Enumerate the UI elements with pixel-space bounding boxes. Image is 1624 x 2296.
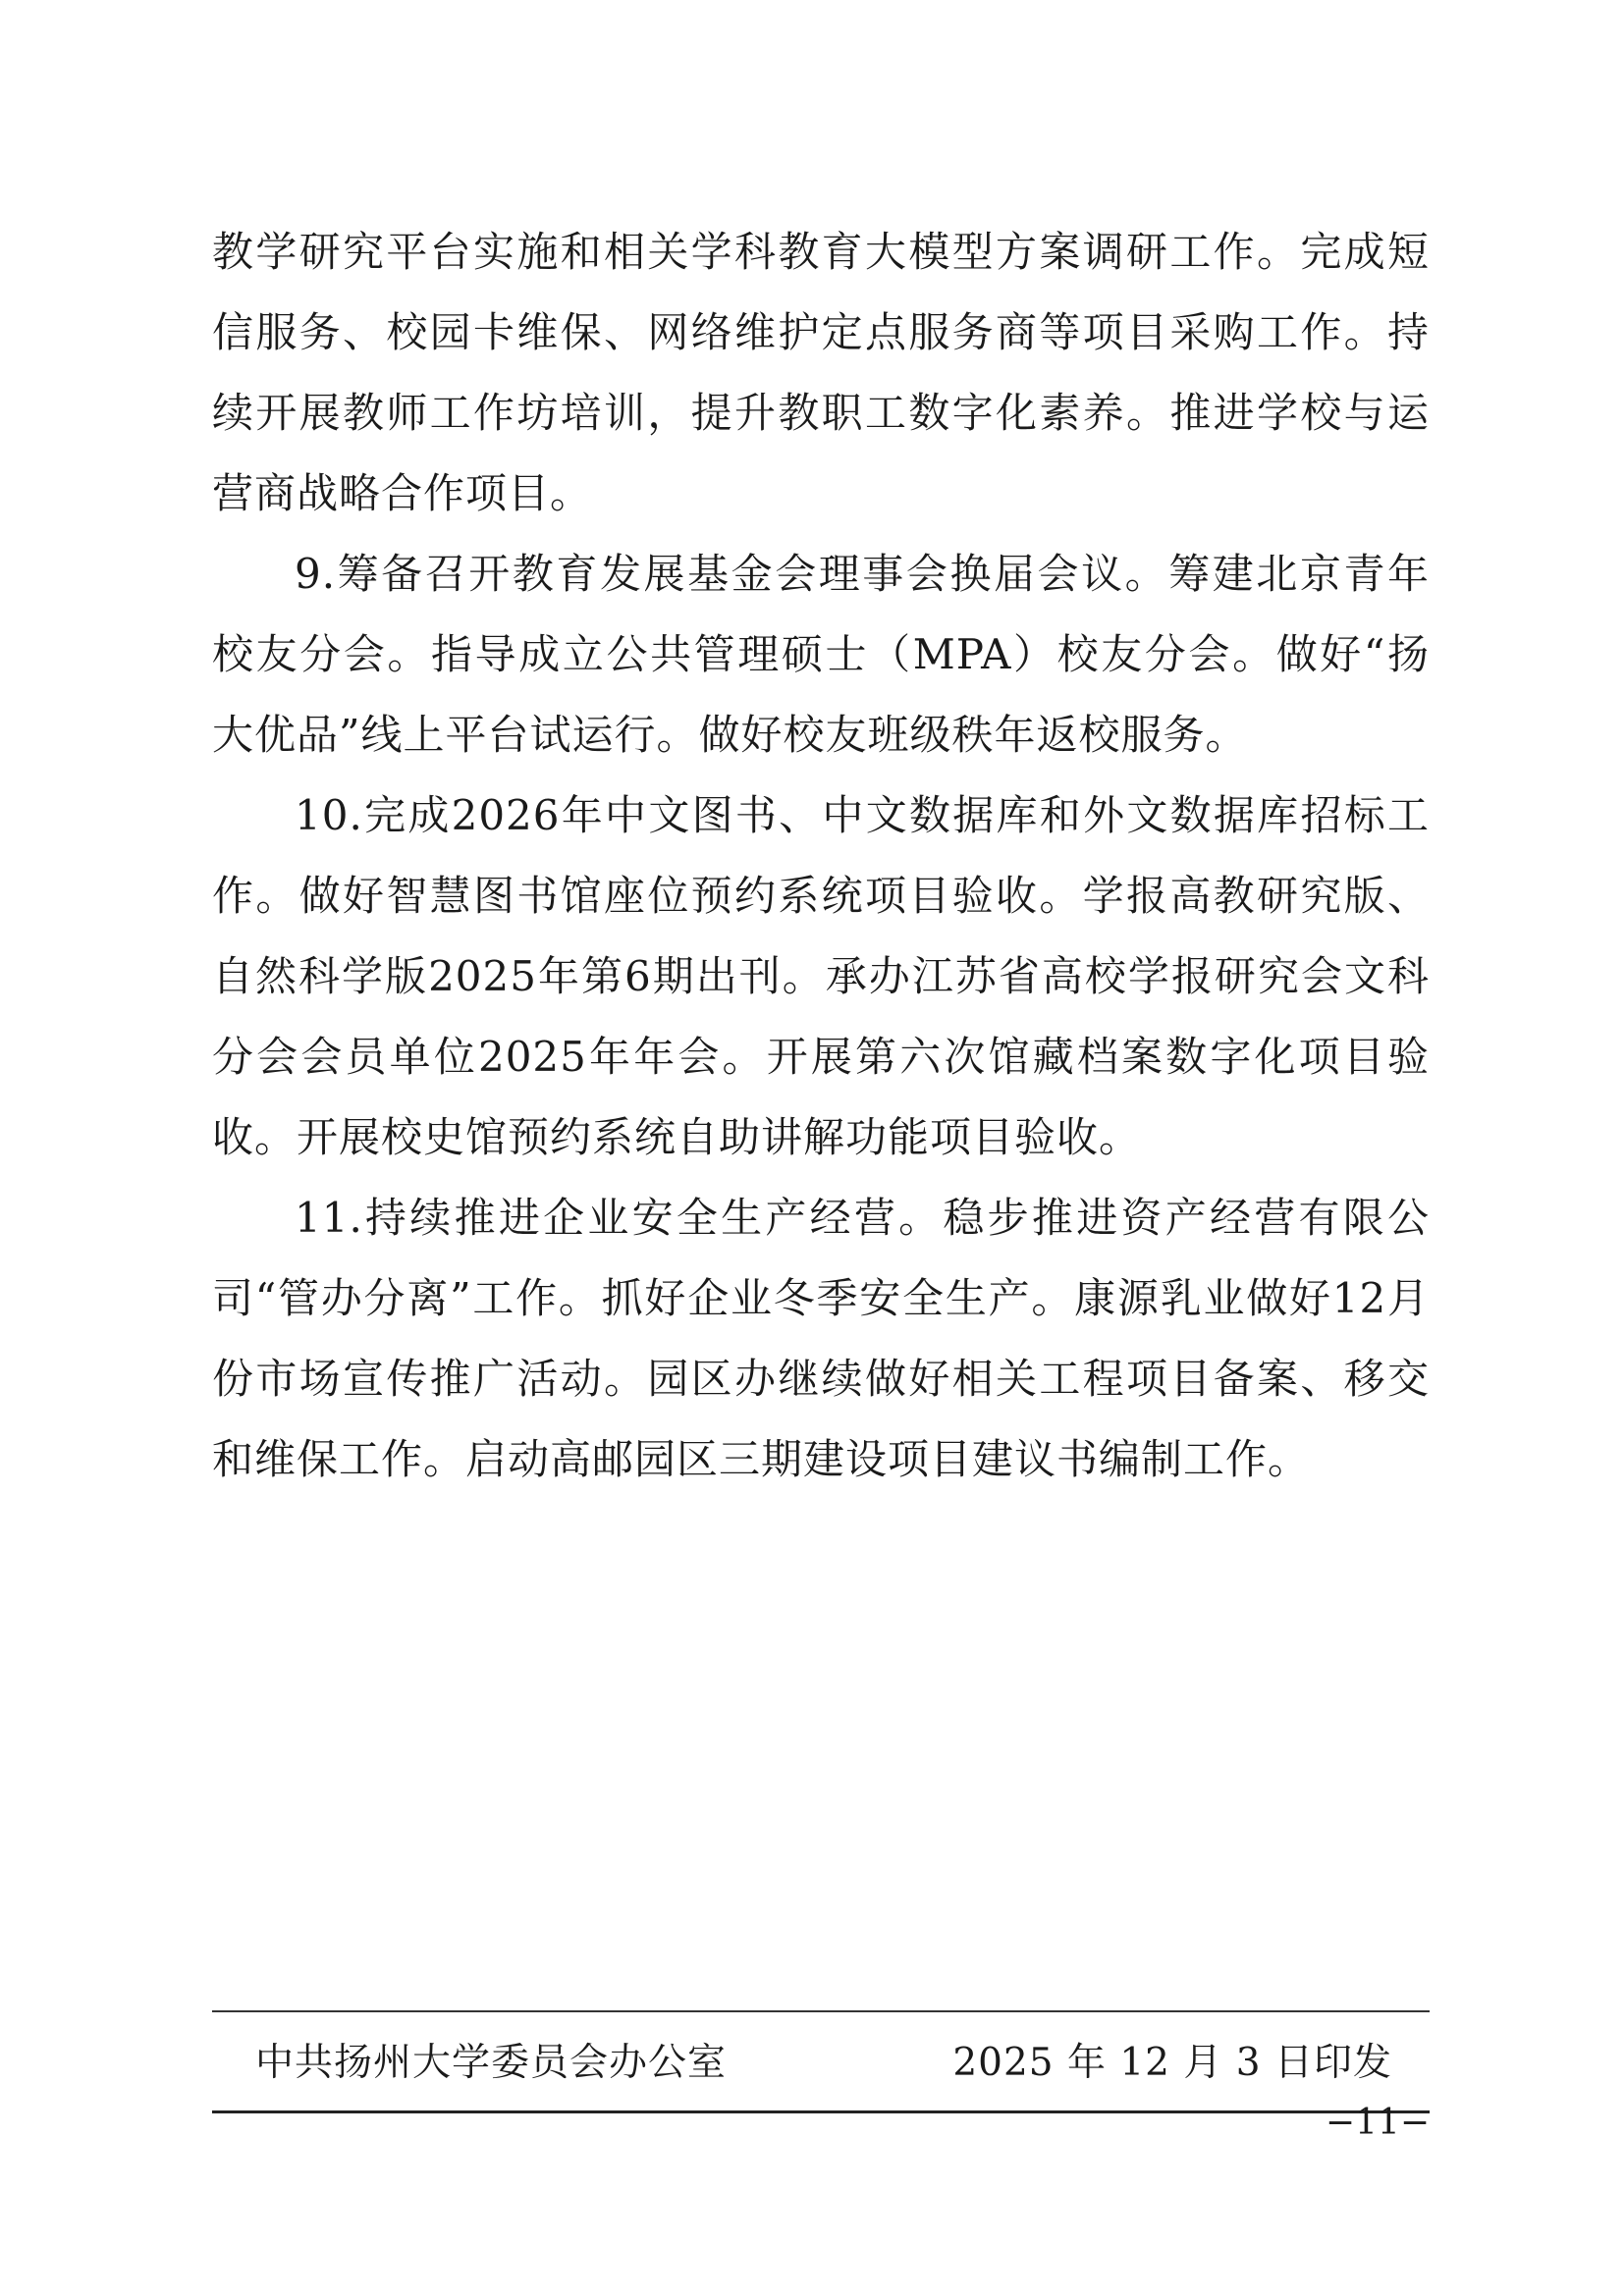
paragraph-item-10: 10.完成2026年中文图书、中文数据库和外文数据库招标工作。做好智慧图书馆座位预约系统项目验收。学报高教研究版、自然科学版2025年第6期出刊。承办江苏省高校学报研究会文科分会会员单位2025年年会。开展第六次馆藏档案数字化项目验收。开展校史馆预约系统自助讲解功能项目验收。 bbox=[212, 791, 1430, 1161]
issuer-name: 中共扬州大学委员会办公室 bbox=[255, 2041, 728, 2085]
footer-bottom-rule bbox=[212, 2110, 1430, 2113]
document-body bbox=[212, 212, 1430, 1500]
paragraph-item-11: 11.持续推进企业安全生产经营。稳步推进资产经营有限公司“管办分离”工作。抓好企业冬季安全生产。康源乳业做好12月份市场宣传推广活动。园区办继续做好相关工程项目备案、移交和维保工作。启动高邮园区三期建设项目建议书编制工作。 bbox=[212, 1194, 1430, 1483]
paragraph-continued: 教学研究平台实施和相关学科教育大模型方案调研工作。完成短信服务、校园卡维保、网络维护定点服务商等项目采购工作。持续开展教师工作坊培训，提升教职工数字化素养。推进学校与运营商战略合作项目。 bbox=[212, 228, 1430, 517]
footer-top-rule bbox=[212, 2010, 1430, 2012]
issue-date: 2025 年 12 月 3 日印发 bbox=[952, 2041, 1392, 2085]
paragraph-item-9: 9.筹备召开教育发展基金会理事会换届会议。筹建北京青年校友分会。指导成立公共管理硕士（MPA）校友分会。做好“扬大优品”线上平台试运行。做好校友班级秩年返校服务。 bbox=[212, 550, 1430, 759]
page-number: −11− bbox=[1325, 2103, 1430, 2143]
